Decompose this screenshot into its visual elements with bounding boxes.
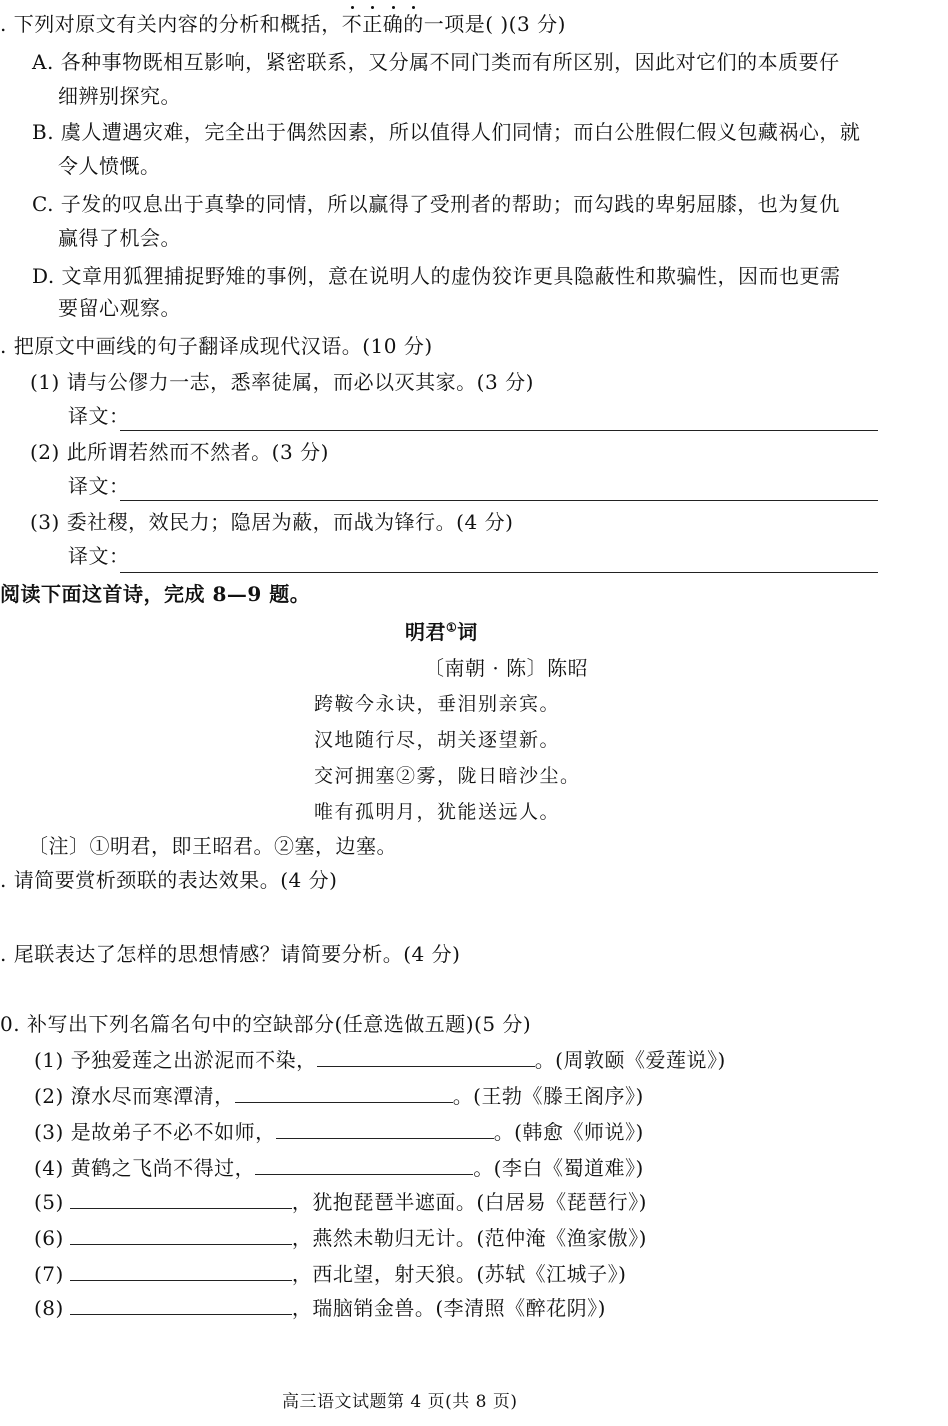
poem-line-4: 唯有孤明月，犹能送远人。 [314, 801, 561, 823]
q6-option-a-line2: 细辨别探究。 [58, 84, 181, 108]
q6-option-b-line1: B. 虞人遭遇灾难，完全出于偶然因素，所以值得人们同情；而白公胜假仁假义包藏祸心，就 [32, 120, 861, 144]
q10-item-6: (6) ，燕然未勒归无计。(范仲淹《渔家傲》) [34, 1226, 647, 1250]
fill-blank[interactable] [70, 1190, 292, 1209]
poem-author: 〔南朝 · 陈〕陈昭 [424, 656, 589, 680]
q6-stem: . 下列对原文有关内容的分析和概括，不正确的一项是( )(3 分) [0, 12, 566, 36]
q9-stem: . 尾联表达了怎样的思想情感？请简要分析。(4 分) [0, 942, 461, 966]
q6-option-d-line1: D. 文章用狐狸捕捉野雉的事例，意在说明人的虚伪狡诈更具隐蔽性和欺骗性，因而也更需 [32, 264, 841, 288]
page-footer: 高三语文试题第 4 页(共 8 页) [282, 1392, 518, 1412]
q7-translation-label-1: 译文： [68, 404, 130, 428]
fill-blank[interactable] [70, 1226, 292, 1245]
q7-item-2: (2) 此所谓若然而不然者。(3 分) [30, 440, 329, 464]
q6-option-b-line2: 令人愤慨。 [58, 154, 161, 178]
q10-item-8: (8) ，瑞脑销金兽。(李清照《醉花阴》) [34, 1296, 606, 1320]
q10-item-5: (5) ，犹抱琵琶半遮面。(白居易《琵琶行》) [34, 1190, 647, 1214]
emph-char: 正 [362, 12, 383, 36]
q10-item-1: (1) 予独爱莲之出淤泥而不染， 。(周敦颐《爱莲说》) [34, 1048, 726, 1072]
poem-title: 明君①词 [405, 620, 478, 644]
q7-item-1: (1) 请与公僇力一志，悉率徒属，而必以灭其家。(3 分) [30, 370, 534, 394]
q10-item-3: (3) 是故弟子不必不如师， 。(韩愈《师说》) [34, 1120, 644, 1144]
section-heading: 阅读下面这首诗，完成 8—9 题。 [0, 582, 311, 606]
poem-line-2: 汉地随行尽，胡关逐望新。 [314, 729, 561, 751]
q7-stem: . 把原文中画线的句子翻译成现代汉语。(10 分) [0, 334, 433, 358]
q10-item-7: (7) ，西北望，射天狼。(苏轼《江城子》) [34, 1262, 627, 1286]
q6-option-c-line1: C. 子发的叹息出于真挚的同情，所以赢得了受刑者的帮助；而勾践的卑躬屈膝，也为复仇 [32, 192, 840, 216]
emph-char: 的 [403, 12, 424, 36]
q10-item-2: (2) 潦水尽而寒潭清， 。(王勃《滕王阁序》) [34, 1084, 644, 1108]
fill-blank[interactable] [70, 1296, 292, 1315]
fill-blank[interactable] [317, 1048, 535, 1067]
q7-translation-label-3: 译文： [68, 544, 130, 568]
emph-char: 确 [382, 12, 404, 36]
poem-line-1: 跨鞍今永诀，垂泪别亲宾。 [314, 693, 561, 715]
answer-line[interactable] [120, 572, 878, 573]
q8-stem: . 请简要赏析颈联的表达效果。(4 分) [0, 868, 338, 892]
fill-blank[interactable] [70, 1262, 292, 1281]
poem-line-3: 交河拥塞②雾，陇日暗沙尘。 [314, 765, 581, 787]
fill-blank[interactable] [235, 1084, 453, 1103]
answer-line[interactable] [120, 500, 878, 501]
emph-char: 不 [341, 12, 363, 36]
q10-item-4: (4) 黄鹤之飞尚不得过， 。(李白《蜀道难》) [34, 1156, 644, 1180]
q6-option-d-line2: 要留心观察。 [58, 296, 181, 320]
fill-blank[interactable] [255, 1156, 473, 1175]
q6-option-c-line2: 赢得了机会。 [58, 226, 181, 250]
answer-line[interactable] [120, 430, 878, 431]
q6-option-a-line1: A. 各种事物既相互影响，紧密联系，又分属不同门类而有所区别，因此对它们的本质要仔 [32, 50, 840, 74]
poem-note: 〔注〕①明君，即王昭君。②塞，边塞。 [28, 834, 397, 858]
q7-item-3: (3) 委社稷，效民力；隐居为蔽，而战为锋行。(4 分) [30, 510, 514, 534]
q10-stem: 0. 补写出下列名篇名句中的空缺部分(任意选做五题)(5 分) [0, 1012, 532, 1036]
q7-translation-label-2: 译文： [68, 474, 130, 498]
fill-blank[interactable] [276, 1120, 494, 1139]
